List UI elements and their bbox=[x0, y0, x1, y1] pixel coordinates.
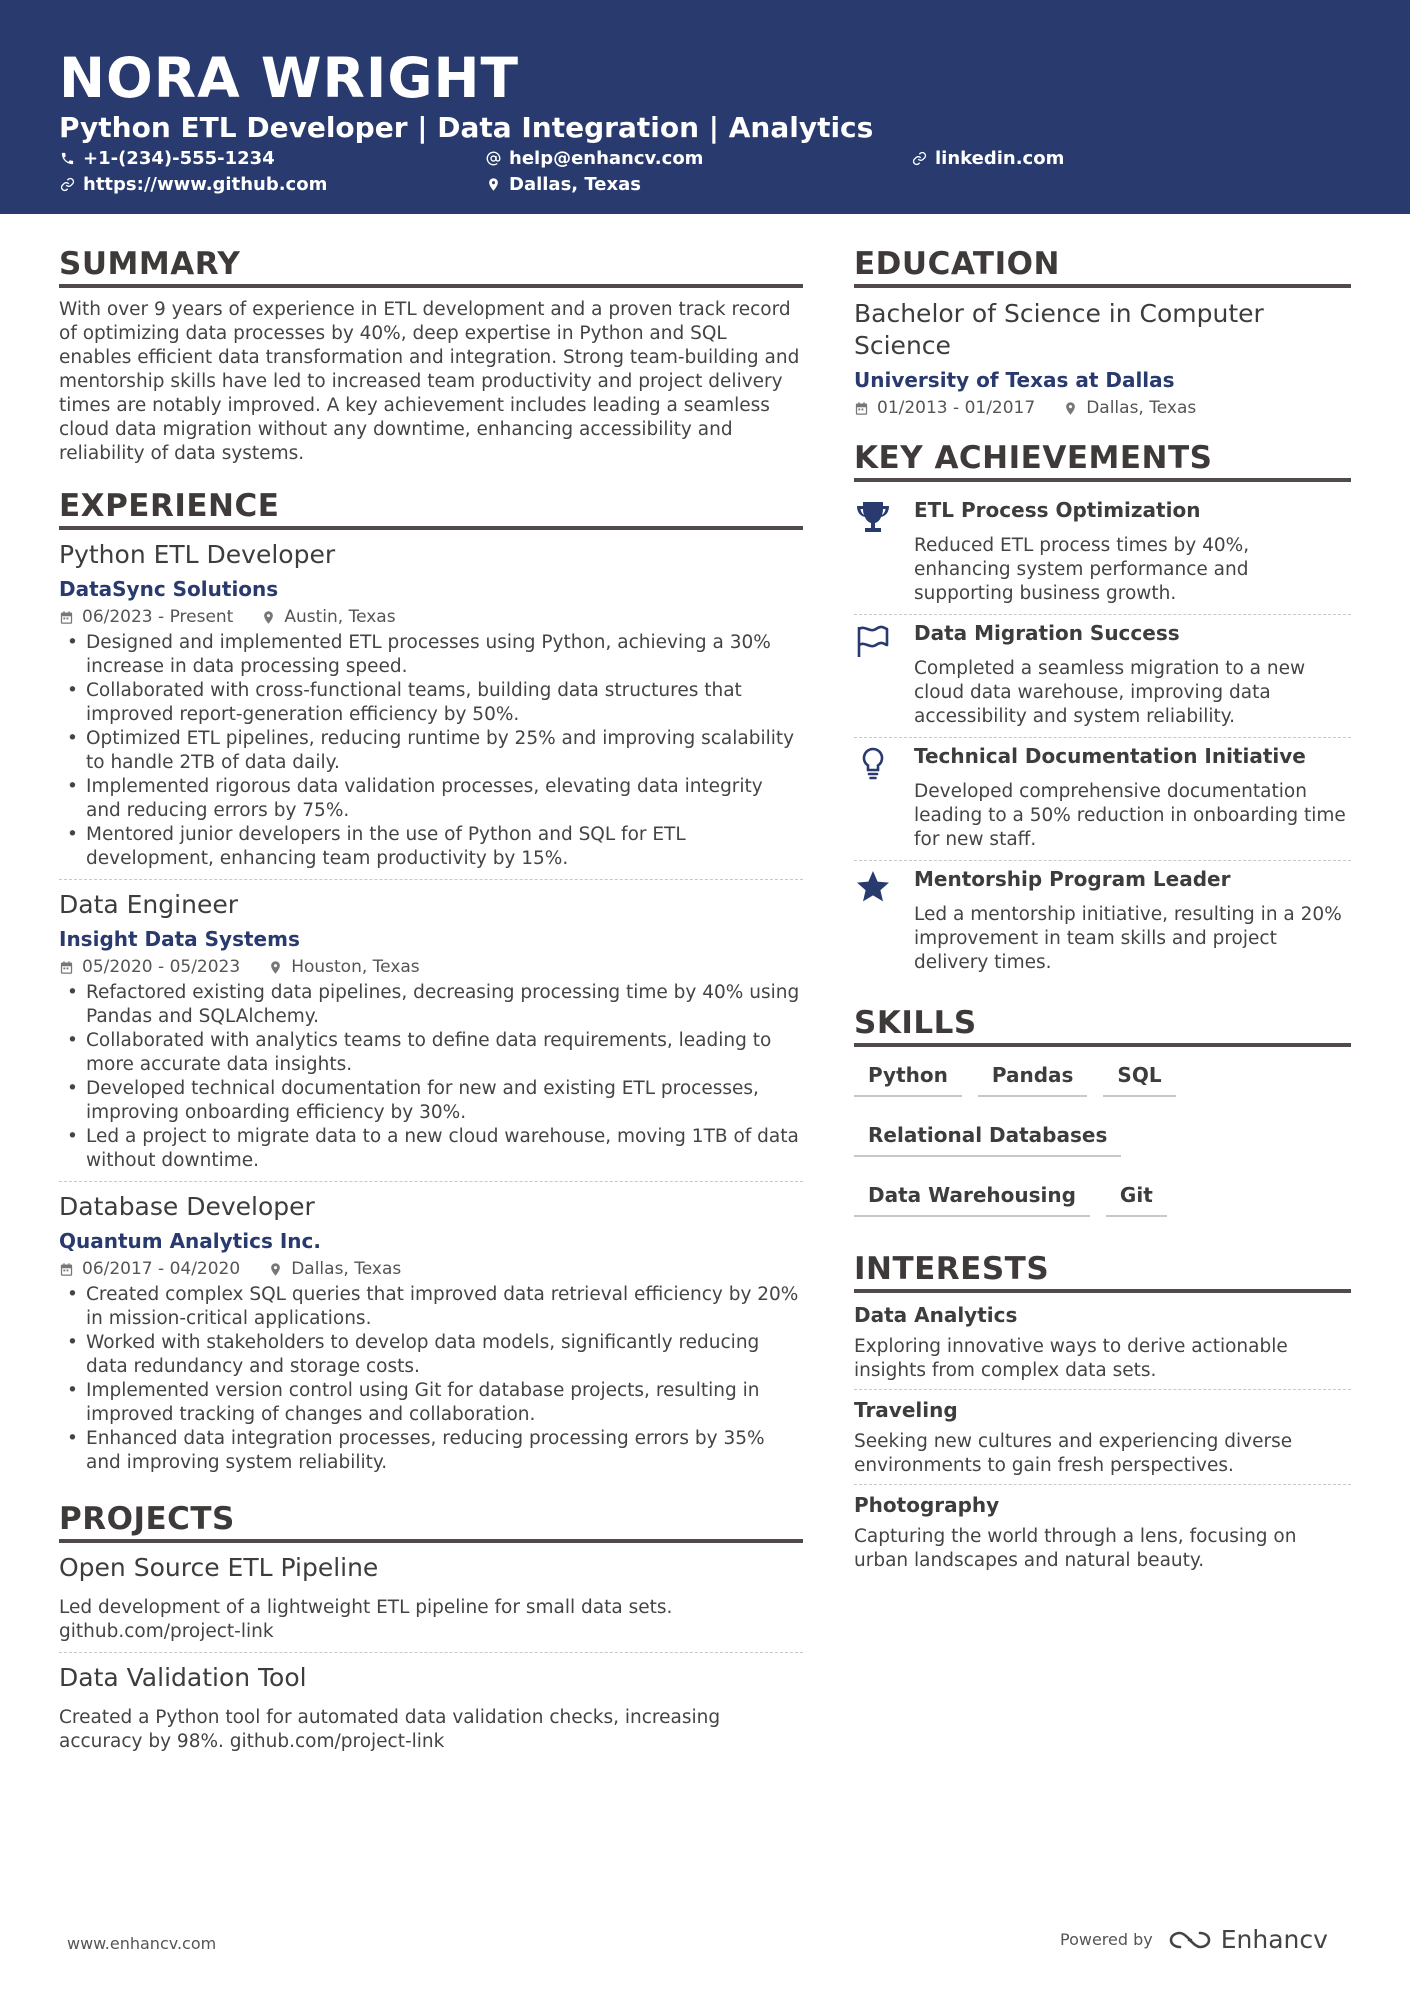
bullet-item: • Led a project to migrate data to a new cloud warehouse, moving 1TB of data without downtime. bbox=[59, 1125, 803, 1173]
achievements-section bbox=[854, 440, 1351, 983]
job-title: Database Developer bbox=[59, 1192, 315, 1221]
left-column bbox=[59, 246, 803, 1772]
company-name: DataSync Solutions bbox=[59, 577, 279, 601]
projects-section bbox=[59, 1501, 803, 1762]
bullet-item: • Optimized ETL pipelines, reducing runtime by 25% and improving scalability to handle 2TB of data daily. bbox=[59, 727, 803, 775]
project-entry bbox=[59, 1663, 803, 1762]
brand-name: Enhancv bbox=[1220, 1925, 1328, 1954]
degree-title: Bachelor of Science in Computer Science bbox=[854, 299, 1264, 360]
location-pin-icon bbox=[268, 960, 283, 975]
skill-tag: Pandas bbox=[978, 1057, 1088, 1097]
skill-tag: SQL bbox=[1103, 1057, 1175, 1097]
company-name: Insight Data Systems bbox=[59, 927, 300, 951]
bullet-item: • Worked with stakeholders to develop data models, significantly reducing data redundancy and storage costs. bbox=[59, 1331, 803, 1379]
enhancv-logo-icon bbox=[1167, 1927, 1213, 1953]
footer-branding bbox=[1060, 1925, 1328, 1954]
interest-title: Photography bbox=[854, 1493, 1000, 1517]
interest-entry bbox=[854, 1303, 1351, 1390]
footer-website[interactable]: www.enhancv.com bbox=[67, 1934, 217, 1953]
job-meta bbox=[59, 607, 803, 627]
project-entry bbox=[59, 1553, 803, 1653]
job-dates: 06/2017 - 04/2020 bbox=[82, 1259, 241, 1279]
powered-by-text: Powered by bbox=[1060, 1930, 1153, 1949]
calendar-icon bbox=[59, 960, 74, 975]
location-pin-icon bbox=[261, 610, 276, 625]
job-location: Austin, Texas bbox=[284, 607, 396, 627]
achievement-entry bbox=[854, 861, 1351, 983]
star-icon bbox=[854, 869, 892, 905]
project-description: Led development of a lightweight ETL pipeline for small data sets. github.com/project-link bbox=[59, 1597, 673, 1642]
section-title-education: EDUCATION bbox=[854, 246, 1351, 288]
bullet-item: • Designed and implemented ETL processes using Python, achieving a 30% increase in data processing speed. bbox=[59, 631, 803, 679]
summary-section bbox=[59, 246, 803, 466]
education-dates: 01/2013 - 01/2017 bbox=[877, 398, 1036, 418]
job-meta bbox=[59, 957, 803, 977]
contact-github[interactable] bbox=[60, 174, 327, 195]
bullet-item: • Implemented version control using Git for database projects, resulting in improved tracking of changes and collaboration. bbox=[59, 1379, 803, 1427]
achievement-entry bbox=[854, 492, 1351, 615]
bullet-item: • Enhanced data integration processes, reducing processing errors by 35% and improving system reliability. bbox=[59, 1427, 803, 1475]
interest-entry bbox=[854, 1493, 1351, 1579]
bullet-item: • Created complex SQL queries that improved data retrieval efficiency by 20% in mission-critical applications. bbox=[59, 1283, 803, 1331]
skill-tag: Relational Databases bbox=[854, 1117, 1121, 1157]
section-title-projects: PROJECTS bbox=[59, 1501, 803, 1543]
interest-entry bbox=[854, 1398, 1351, 1485]
education-section bbox=[854, 246, 1351, 418]
skills-section bbox=[854, 1005, 1351, 1237]
achievement-title: Technical Documentation Initiative bbox=[914, 744, 1306, 768]
bullet-item: • Mentored junior developers in the use of Python and SQL for ETL development, enhancing team productivity by 15%. bbox=[59, 823, 803, 871]
skill-tag: Git bbox=[1106, 1177, 1167, 1217]
skill-tag: Python bbox=[854, 1057, 962, 1097]
achievement-entry bbox=[854, 615, 1351, 738]
calendar-icon bbox=[59, 1262, 74, 1277]
phone-icon bbox=[60, 151, 75, 166]
project-title: Open Source ETL Pipeline bbox=[59, 1553, 379, 1582]
linkedin-text[interactable]: linkedin.com bbox=[935, 148, 1065, 169]
job-dates: 06/2023 - Present bbox=[82, 607, 234, 627]
section-title-experience: EXPERIENCE bbox=[59, 488, 803, 530]
location-pin-icon bbox=[268, 1262, 283, 1277]
job-bullets bbox=[59, 1283, 803, 1475]
education-meta bbox=[854, 398, 1351, 418]
candidate-name: NORA WRIGHT bbox=[59, 46, 520, 110]
education-location: Dallas, Texas bbox=[1086, 398, 1197, 418]
right-column bbox=[854, 246, 1351, 1587]
contact-location bbox=[486, 174, 641, 195]
link-icon bbox=[912, 151, 927, 166]
achievement-description: Completed a seamless migration to a new cloud data warehouse, improving data accessibility and system reliability. bbox=[914, 658, 1306, 727]
job-meta bbox=[59, 1259, 803, 1279]
bullet-item: • Collaborated with cross-functional teams, building data structures that improved report-generation efficiency by 50%. bbox=[59, 679, 803, 727]
calendar-icon bbox=[59, 610, 74, 625]
interest-description: Seeking new cultures and experiencing diverse environments to gain fresh perspectives. bbox=[854, 1431, 1293, 1476]
interest-description: Capturing the world through a lens, focusing on urban landscapes and natural beauty. bbox=[854, 1526, 1297, 1571]
location-text: Dallas, Texas bbox=[509, 174, 641, 195]
at-icon bbox=[486, 151, 501, 166]
achievement-title: Data Migration Success bbox=[914, 621, 1180, 645]
job-title: Python ETL Developer bbox=[59, 540, 336, 569]
section-title-achievements: KEY ACHIEVEMENTS bbox=[854, 440, 1351, 482]
job-location: Houston, Texas bbox=[291, 957, 420, 977]
github-text[interactable]: https://www.github.com bbox=[83, 174, 328, 195]
job-location: Dallas, Texas bbox=[291, 1259, 402, 1279]
achievement-description: Reduced ETL process times by 40%, enhancing system performance and supporting business growth. bbox=[914, 535, 1250, 604]
job-bullets bbox=[59, 631, 803, 871]
job-entry bbox=[59, 540, 803, 880]
resume-header bbox=[0, 0, 1410, 214]
email-text[interactable]: help@enhancv.com bbox=[509, 148, 704, 169]
job-entry bbox=[59, 890, 803, 1182]
link-icon bbox=[60, 177, 75, 192]
phone-text: +1-(234)-555-1234 bbox=[83, 148, 275, 169]
contact-email[interactable] bbox=[486, 148, 703, 169]
brand-logo[interactable] bbox=[1167, 1925, 1328, 1954]
location-pin-icon bbox=[486, 177, 501, 192]
trophy-icon bbox=[854, 500, 892, 536]
bullet-item: • Implemented rigorous data validation processes, elevating data integrity and reducing errors by 75%. bbox=[59, 775, 803, 823]
experience-section bbox=[59, 488, 803, 1483]
interest-title: Traveling bbox=[854, 1398, 958, 1422]
project-description: Created a Python tool for automated data validation checks, increasing accuracy by 98%. github.com/project-link bbox=[59, 1707, 721, 1752]
flag-icon bbox=[854, 623, 892, 659]
calendar-icon bbox=[854, 401, 869, 416]
bullet-item: • Refactored existing data pipelines, decreasing processing time by 40% using Pandas and SQLAlchemy. bbox=[59, 981, 803, 1029]
company-name: Quantum Analytics Inc. bbox=[59, 1229, 321, 1253]
bullet-item: • Collaborated with analytics teams to define data requirements, leading to more accurate data insights. bbox=[59, 1029, 803, 1077]
candidate-tagline: Python ETL Developer | Data Integration | Analytics bbox=[59, 111, 874, 144]
bullet-item: • Developed technical documentation for new and existing ETL processes, improving onboarding efficiency by 30%. bbox=[59, 1077, 803, 1125]
summary-text: With over 9 years of experience in ETL development and a proven track record of optimizing data processes by 40%, deep expertise in Python and SQL enables efficient data transformation and integration. Strong team-building and mentorship skills have led to increased team productivity and project delivery times are notably improved. A key achievement includes leading a seamless cloud data migration without any downtime, enhancing accessibility and reliability of data systems. bbox=[59, 299, 800, 464]
contact-phone bbox=[60, 148, 275, 169]
location-pin-icon bbox=[1063, 401, 1078, 416]
section-title-summary: SUMMARY bbox=[59, 246, 803, 288]
job-entry bbox=[59, 1192, 803, 1483]
job-dates: 05/2020 - 05/2023 bbox=[82, 957, 241, 977]
section-title-interests: INTERESTS bbox=[854, 1251, 1351, 1293]
achievement-title: Mentorship Program Leader bbox=[914, 867, 1231, 891]
achievement-entry bbox=[854, 738, 1351, 861]
interest-description: Exploring innovative ways to derive actionable insights from complex data sets. bbox=[854, 1336, 1288, 1381]
skills-list bbox=[854, 1057, 1351, 1237]
achievement-description: Developed comprehensive documentation leading to a 50% reduction in onboarding time for new staff. bbox=[914, 781, 1346, 850]
contact-linkedin[interactable] bbox=[912, 148, 1064, 169]
lightbulb-icon bbox=[854, 746, 892, 782]
section-title-skills: SKILLS bbox=[854, 1005, 1351, 1047]
interest-title: Data Analytics bbox=[854, 1303, 1018, 1327]
job-bullets bbox=[59, 981, 803, 1173]
achievement-title: ETL Process Optimization bbox=[914, 498, 1201, 522]
skill-tag: Data Warehousing bbox=[854, 1177, 1090, 1217]
achievement-description: Led a mentorship initiative, resulting in a 20% improvement in team skills and project delivery times. bbox=[914, 904, 1342, 973]
project-title: Data Validation Tool bbox=[59, 1663, 307, 1692]
job-title: Data Engineer bbox=[59, 890, 238, 919]
school-name: University of Texas at Dallas bbox=[854, 368, 1175, 392]
interests-section bbox=[854, 1251, 1351, 1579]
